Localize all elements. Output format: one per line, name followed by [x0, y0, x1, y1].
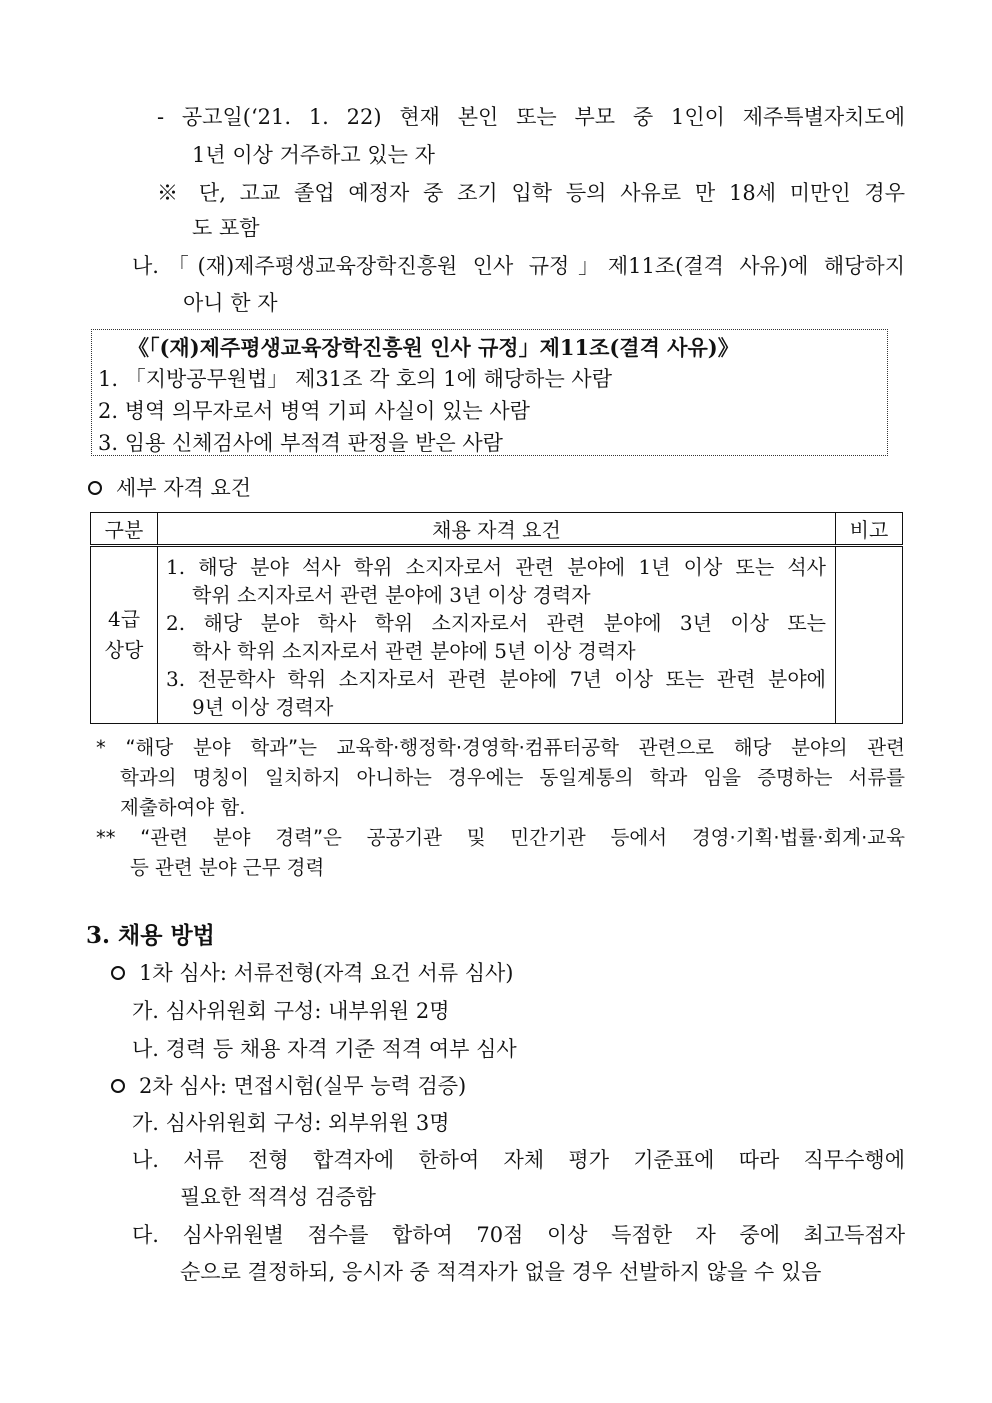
requirement-3-line1: 3. 전문학사 학위 소지자로서 관련 분야에 7년 이상 또는 관련 분야에	[166, 667, 826, 691]
table-header-row	[91, 513, 903, 546]
footnote-2-line1: ** “관련 분야 경력”은 공공기관 및 민간기관 등에서 경영·기획·법률·회계·교육	[96, 826, 905, 849]
hollow-circle-bullet-icon	[111, 1079, 125, 1093]
stage-1-item-a: 가. 심사위원회 구성: 내부위원 2명	[132, 999, 450, 1023]
requirements-cell	[158, 546, 836, 724]
section-3-title: 3. 채용 방법	[86, 922, 215, 949]
grade-cell	[91, 546, 158, 724]
footnote-2-line2: 등 관련 분야 근무 경력	[130, 856, 325, 879]
detail-requirements-label: 세부 자격 요건	[116, 476, 252, 500]
disqualification-box	[91, 329, 888, 456]
grade-line2: 상당	[104, 638, 144, 662]
age-note-line1: ※ 단, 고교 졸업 예정자 중 조기 입학 등의 사유로 만 18세 미만인 경우	[157, 181, 905, 205]
footnote-1-line1: * “해당 분야 학과”는 교육학·행정학·경영학·컴퓨터공학 관련으로 해당 분야의 관련	[96, 736, 905, 759]
residence-requirement-line1: - 공고일(‘21. 1. 22) 현재 본인 또는 부모 중 1인이 제주특별자치도에	[157, 105, 905, 129]
disqualification-item-1: 1. 「지방공무원법」 제31조 각 호의 1에 해당하는 사람	[98, 367, 612, 391]
stage-2-heading	[111, 1076, 466, 1097]
stage-1-label: 1차 심사: 서류전형(자격 요건 서류 심사)	[139, 961, 514, 985]
grade-line1: 4급	[107, 607, 141, 631]
requirement-2-line1: 2. 해당 분야 학사 학위 소지자로서 관련 분야에 3년 이상 또는	[166, 611, 826, 635]
remarks-cell	[836, 546, 903, 724]
hollow-circle-bullet-icon	[88, 481, 102, 495]
hollow-circle-bullet-icon	[111, 966, 125, 980]
stage-2-label: 2차 심사: 면접시험(실무 능력 검증)	[139, 1074, 467, 1098]
stage-1-item-b: 나. 경력 등 채용 자격 기준 적격 여부 심사	[132, 1037, 517, 1061]
requirement-2-line2: 학사 학위 소지자로서 관련 분야에 5년 이상 경력자	[192, 639, 636, 663]
header-remarks: 비고	[836, 513, 903, 546]
requirement-1-line2: 학위 소지자로서 관련 분야에 3년 이상 경력자	[192, 583, 591, 607]
footnote-1-line2: 학과의 명칭이 일치하지 아니하는 경우에는 동일계통의 학과 임을 증명하는 서류를	[120, 766, 905, 789]
detail-requirements-heading	[88, 478, 251, 499]
table-row	[91, 546, 903, 724]
requirements-table	[90, 512, 903, 724]
disqualification-box-title: 《「(재)제주평생교육장학진흥원 인사 규정」제11조(결격 사유)》	[128, 335, 739, 360]
requirement-1-line1: 1. 해당 분야 석사 학위 소지자로서 관련 분야에 1년 이상 또는 석사	[166, 555, 826, 579]
disqualification-requirement-line1: 나.「(재)제주평생교육장학진흥원 인사 규정」제11조(결격 사유)에 해당하지	[132, 254, 905, 278]
stage-2-item-c-line2: 순으로 결정하되, 응시자 중 적격자가 없을 경우 선발하지 않을 수 있음	[180, 1260, 822, 1284]
disqualification-item-2: 2. 병역 의무자로서 병역 기피 사실이 있는 사람	[98, 399, 530, 423]
age-note-line2: 도 포함	[192, 216, 260, 240]
header-category: 구분	[91, 513, 158, 546]
residence-requirement-line2: 1년 이상 거주하고 있는 자	[192, 143, 435, 167]
disqualification-item-3: 3. 임용 신체검사에 부적격 판정을 받은 사람	[98, 431, 503, 455]
footnote-1-line3: 제출하여야 함.	[120, 796, 246, 819]
stage-2-item-a: 가. 심사위원회 구성: 외부위원 3명	[132, 1111, 450, 1135]
stage-2-item-b-line1: 나. 서류 전형 합격자에 한하여 자체 평가 기준표에 따라 직무수행에	[132, 1148, 905, 1172]
requirement-3-line2: 9년 이상 경력자	[192, 695, 334, 719]
stage-2-item-c-line1: 다. 심사위원별 점수를 합하여 70점 이상 득점한 자 중에 최고득점자	[132, 1223, 905, 1247]
header-requirements: 채용 자격 요건	[158, 513, 836, 546]
stage-1-heading	[111, 963, 514, 984]
disqualification-requirement-line2: 아니 한 자	[183, 291, 278, 315]
stage-2-item-b-line2: 필요한 적격성 검증함	[180, 1185, 376, 1209]
